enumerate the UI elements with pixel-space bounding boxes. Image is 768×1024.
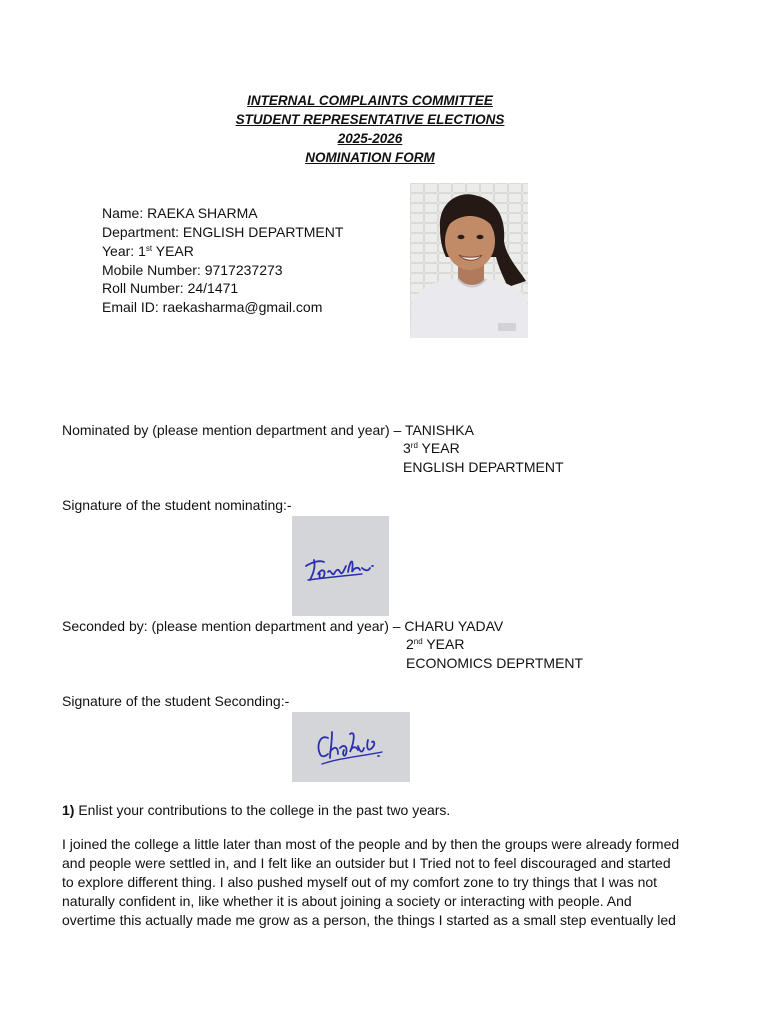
seconder-department: ECONOMICS DEPRTMENT — [406, 655, 584, 671]
candidate-email: Email ID: raekasharma@gmail.com — [102, 299, 323, 315]
seconder-signature-label: Signature of the student Seconding:- — [62, 693, 290, 709]
question-1-answer: I joined the college a little later than most of the people and by then the groups were already formed and people were settled in, and I felt like an outsider but I Tried not to feel discouraged and started to explore different thing. I also pushed myself out of my comfort zone to try things that I was not naturally confident in, like whether it is about joining a society or interacting with people. And overtime this actually made me grow as a person, the things I started as a small step eventually led — [62, 836, 680, 928]
seconder-signature-image — [292, 712, 410, 782]
nominator-year: 3rd YEAR — [403, 440, 460, 456]
header-line-elections: STUDENT REPRESENTATIVE ELECTIONS — [235, 112, 505, 127]
candidate-year: Year: 1st YEAR — [102, 243, 194, 259]
nominated-by-line: Nominated by (please mention department and year) – TANISHKA — [62, 422, 474, 438]
candidate-photo — [410, 183, 528, 338]
portrait-image — [410, 183, 528, 338]
seconder-year: 2nd YEAR — [406, 636, 465, 652]
header-line-form-title: NOMINATION FORM — [305, 150, 435, 165]
seconded-by-line: Seconded by: (please mention department and year) – CHARU YADAV — [62, 618, 504, 634]
nominator-signature-image — [292, 516, 389, 616]
question-1: 1) Enlist your contributions to the college in the past two years. — [62, 802, 451, 818]
candidate-mobile: Mobile Number: 9717237273 — [102, 262, 283, 278]
nominator-signature-label: Signature of the student nominating:- — [62, 497, 292, 513]
seconder-signature — [292, 712, 410, 782]
candidate-name: Name: RAEKA SHARMA — [102, 205, 258, 221]
candidate-roll: Roll Number: 24/1471 — [102, 280, 239, 296]
header-line-committee: INTERNAL COMPLAINTS COMMITTEE — [247, 93, 493, 108]
header-line-year: 2025-2026 — [337, 131, 403, 146]
candidate-department: Department: ENGLISH DEPARTMENT — [102, 224, 344, 240]
nominator-department: ENGLISH DEPARTMENT — [403, 459, 564, 475]
nominator-signature — [292, 516, 389, 616]
